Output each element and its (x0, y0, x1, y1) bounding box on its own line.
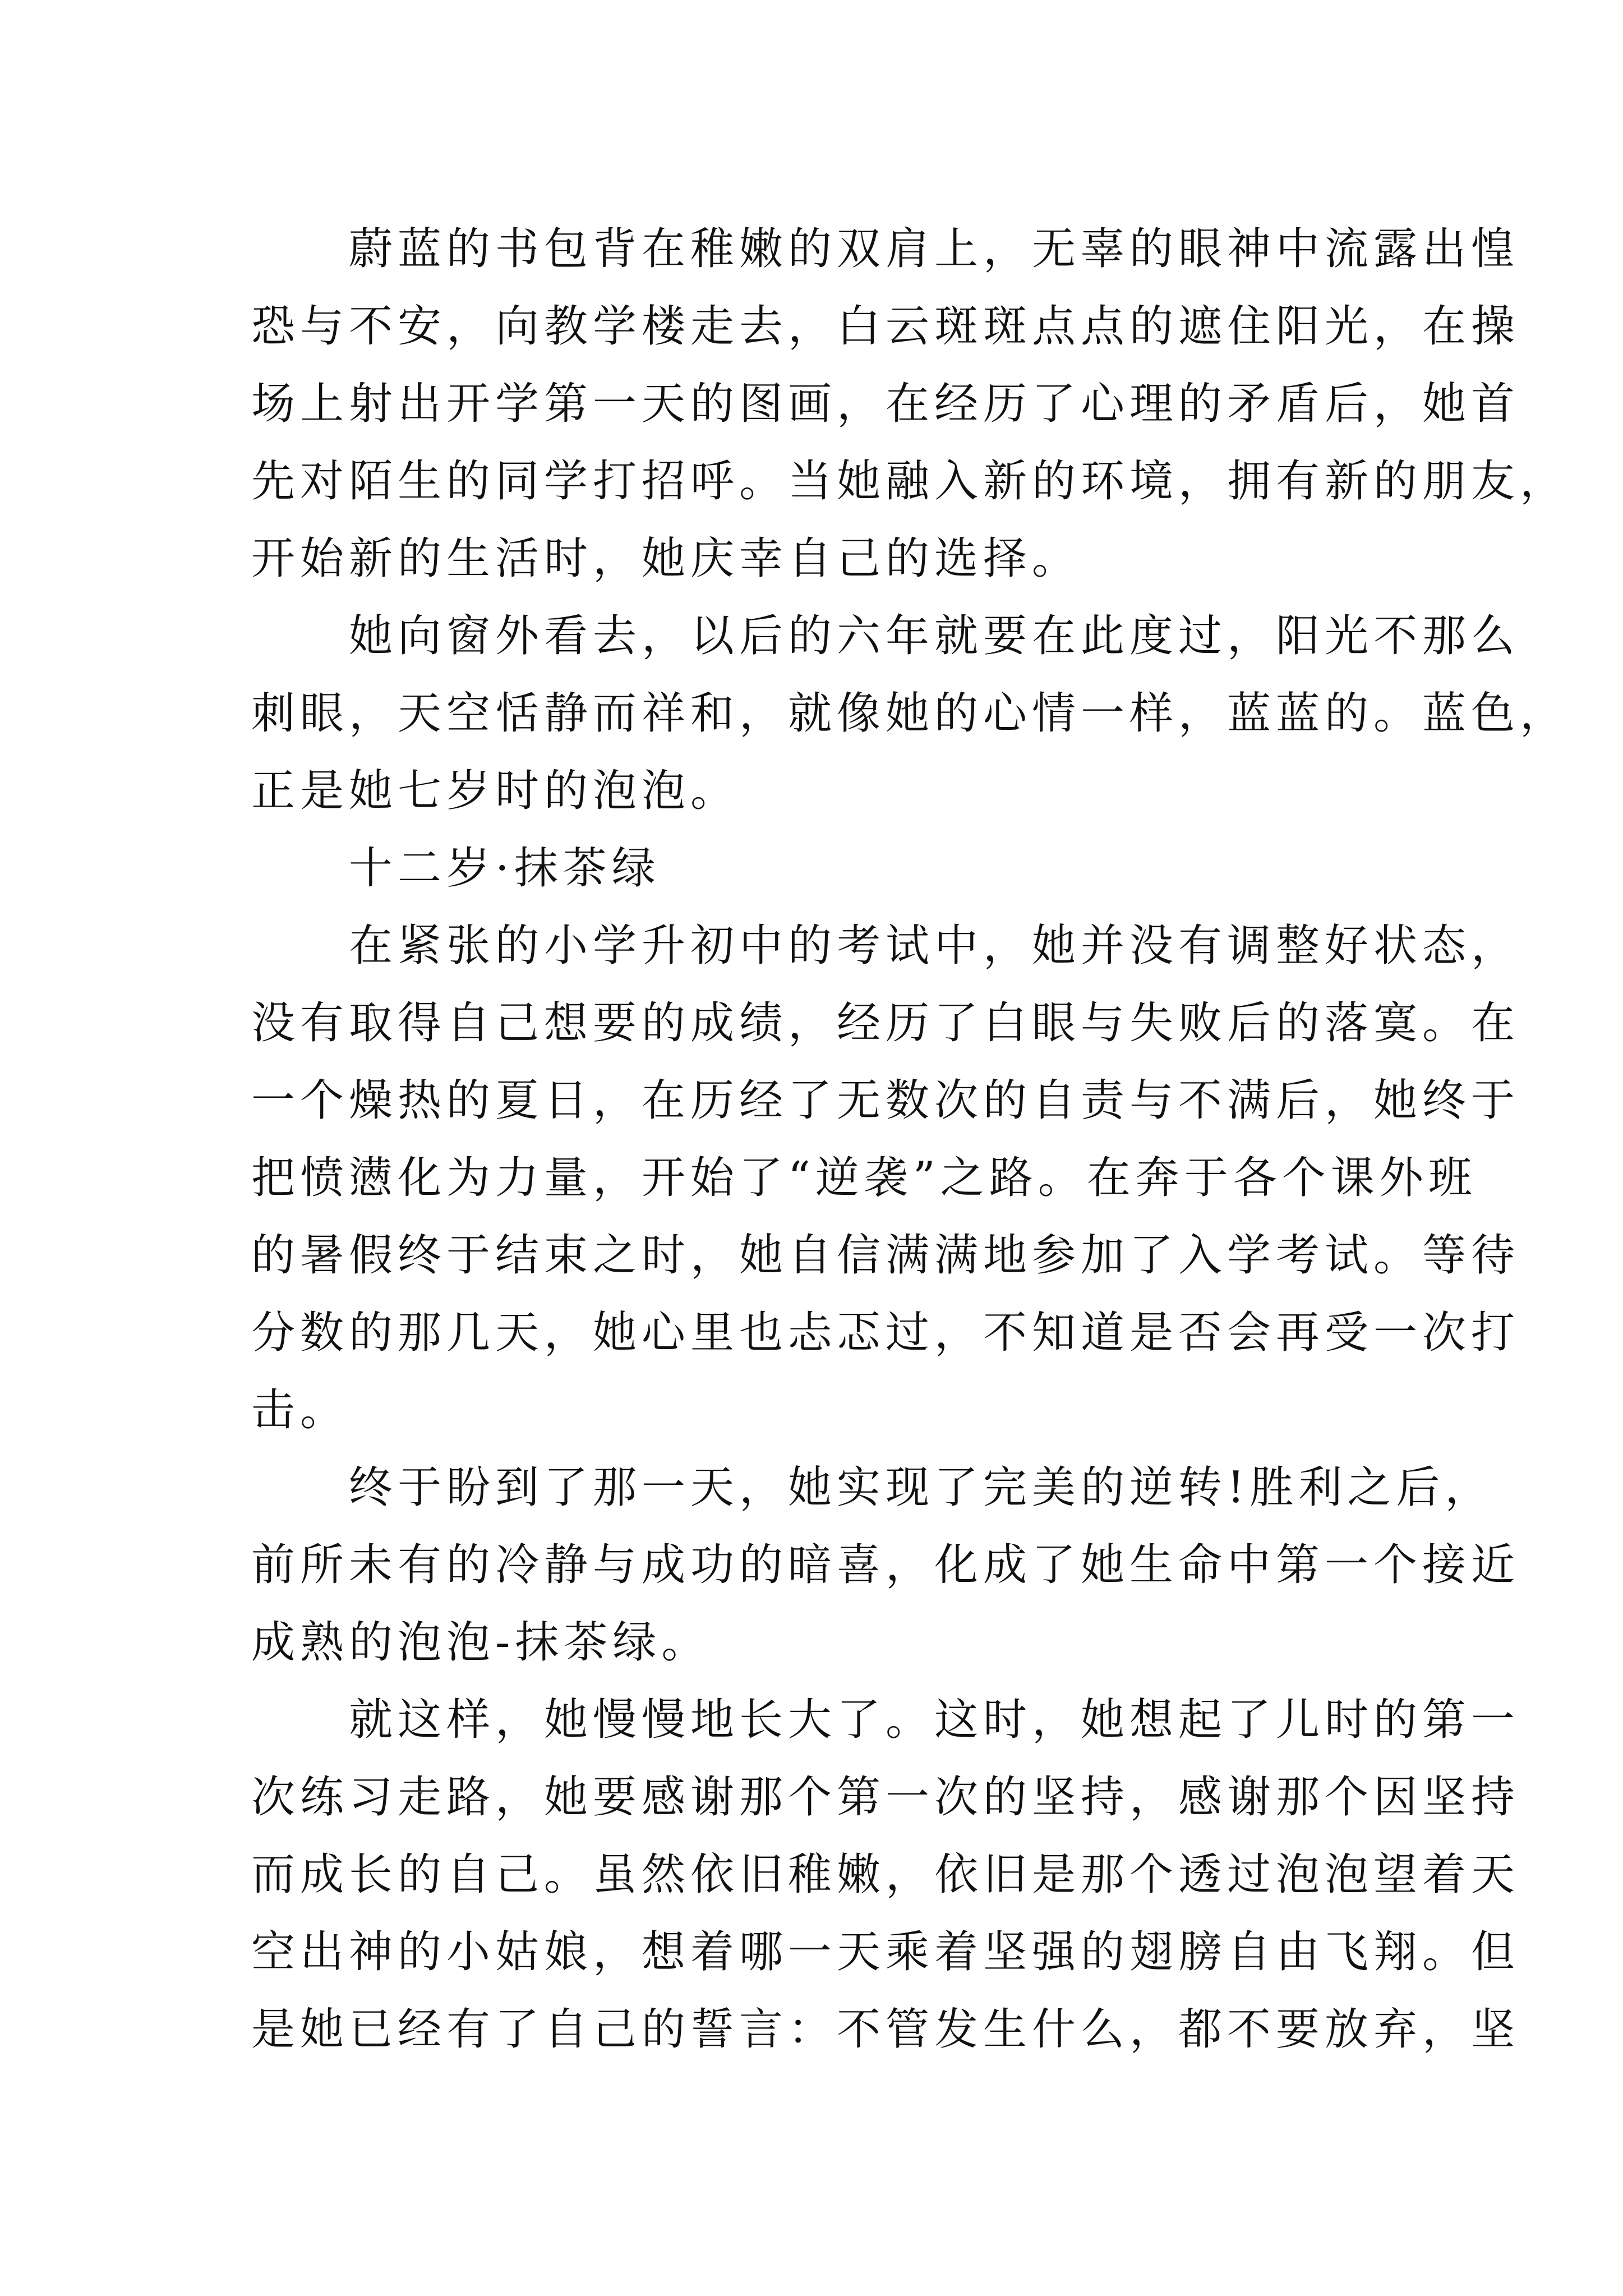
text-line: 是她已经有了自己的誓言：不管发生什么，都不要放弃，坚 (251, 2004, 1520, 2055)
text-line: 开始新的生活时，她庆幸自己的选择。 (251, 533, 1081, 584)
text-line: 恐与不安，向教学楼走去，白云斑斑点点的遮住阳光，在操 (251, 301, 1520, 352)
text-line: 她向窗外看去，以后的六年就要在此度过，阳光不那么 (251, 611, 1520, 661)
text-line: 先对陌生的同学打招呼。当她融入新的环境，拥有新的朋友， (251, 456, 1569, 507)
text-line: 刺眼，天空恬静而祥和，就像她的心情一样，蓝蓝的。蓝色， (251, 688, 1569, 739)
text-line: 终于盼到了那一天，她实现了完美的逆转!胜利之后， (251, 1462, 1494, 1513)
text-line: 成熟的泡泡-抹茶绿。 (251, 1617, 711, 1668)
text-line: 正是她七岁时的泡泡。 (251, 766, 740, 816)
text-line: 蔚蓝的书包背在稚嫩的双肩上，无辜的眼神中流露出惶 (251, 224, 1520, 274)
text-line: 分数的那几天，她心里也忐忑过，不知道是否会再受一次打 (251, 1308, 1520, 1358)
section-heading: 十二岁·抹茶绿 (251, 843, 661, 894)
text-line: 空出神的小姑娘，想着哪一天乘着坚强的翅膀自由飞翔。但 (251, 1927, 1520, 1977)
text-line: 一个燥热的夏日，在历经了无数次的自责与不满后，她终于 (251, 1075, 1520, 1126)
text-line: 而成长的自己。虽然依旧稚嫩，依旧是那个透过泡泡望着天 (251, 1849, 1520, 1900)
text-line: 的暑假终于结束之时，她自信满满地参加了入学考试。等待 (251, 1230, 1520, 1281)
document-body (251, 210, 1569, 2068)
text-line: 就这样，她慢慢地长大了。这时，她想起了儿时的第一 (251, 1695, 1520, 1745)
text-line: 次练习走路，她要感谢那个第一次的坚持，感谢那个因坚持 (251, 1772, 1520, 1823)
text-line: 把愤懑化为力量，开始了“逆袭”之路。在奔于各个课外班 (251, 1153, 1477, 1203)
text-line: 击。 (251, 1385, 349, 1435)
text-line: 场上射出开学第一天的图画，在经历了心理的矛盾后，她首 (251, 379, 1520, 429)
text-line: 没有取得自己想要的成绩，经历了白眼与失败后的落寞。在 (251, 998, 1520, 1048)
text-line: 前所未有的冷静与成功的暗喜，化成了她生命中第一个接近 (251, 1540, 1520, 1590)
text-line: 在紧张的小学升初中的考试中，她并没有调整好状态， (251, 921, 1520, 971)
